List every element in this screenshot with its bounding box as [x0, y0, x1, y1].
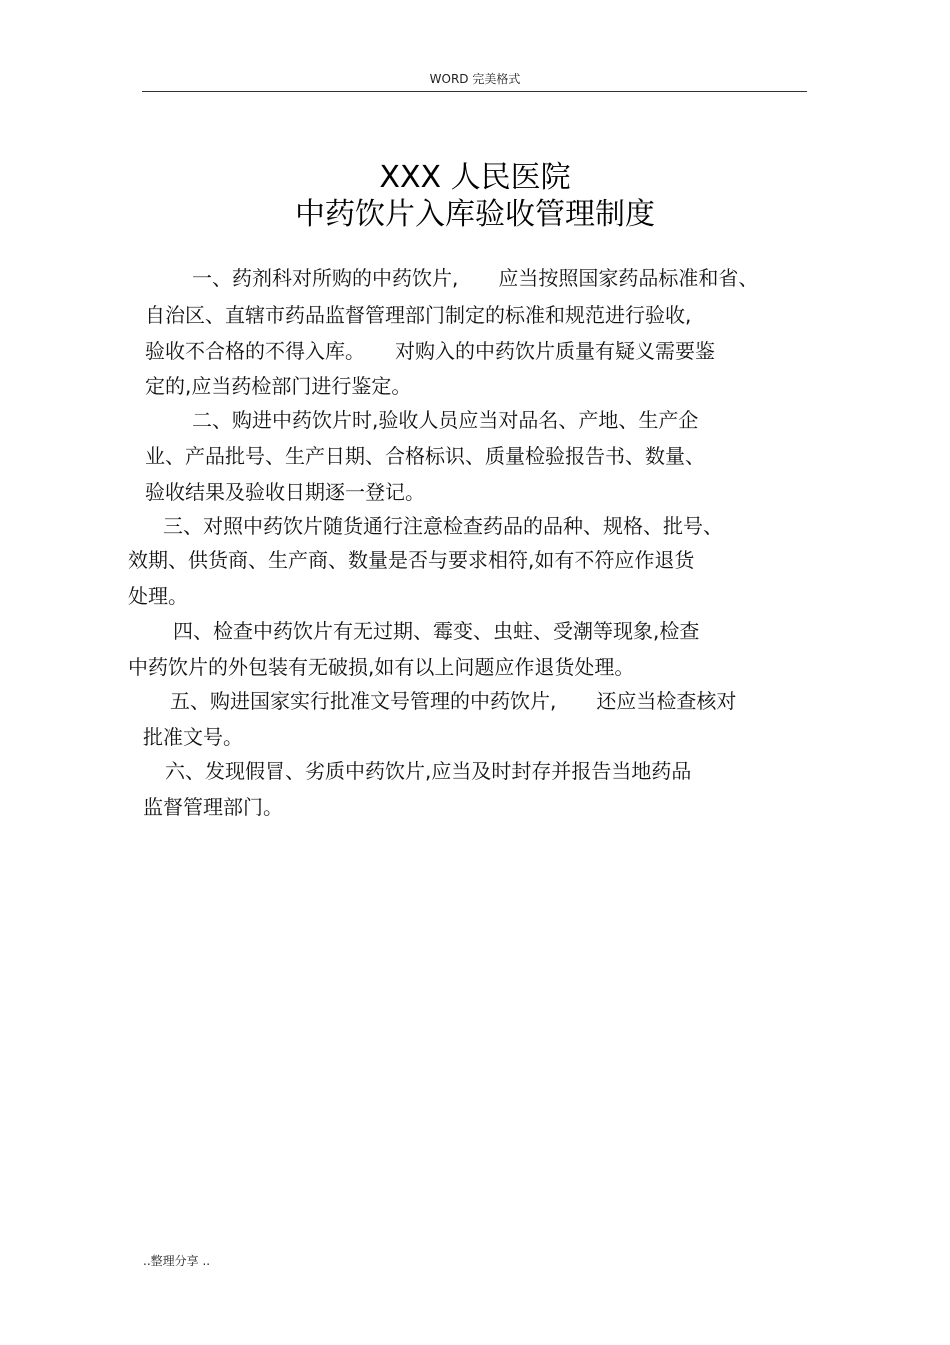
paragraph-2-line-1: 二、购进中药饮片时,验收人员应当对品名、产地、生产企: [192, 408, 699, 432]
page-footer: ..整理分享 ..: [143, 1254, 211, 1268]
paragraph-1-line-1: 一、药剂科对所购的中药饮片, 应当按照国家药品标准和省、: [192, 266, 759, 290]
paragraph-2-line-3: 验收结果及验收日期逐一登记。: [145, 480, 425, 504]
paragraph-1-line-3: 验收不合格的不得入库。 对购入的中药饮片质量有疑义需要鉴: [145, 339, 715, 363]
paragraph-6-line-2: 监督管理部门。: [143, 795, 283, 819]
paragraph-2-line-2: 业、产品批号、生产日期、合格标识、质量检验报告书、数量、: [145, 444, 705, 468]
paragraph-5-line-1: 五、购进国家实行批准文号管理的中药饮片, 还应当检查核对: [170, 689, 737, 713]
paragraph-6-line-1: 六、发现假冒、劣质中药饮片,应当及时封存并报告当地药品: [165, 759, 692, 783]
paragraph-1-line-2: 自治区、直辖市药品监督管理部门制定的标准和规范进行验收,: [145, 303, 692, 327]
paragraph-5-line-2: 批准文号。: [143, 725, 243, 749]
paragraph-3-line-2: 效期、供货商、生产商、数量是否与要求相符,如有不符应作退货: [128, 548, 695, 572]
paragraph-3-line-1: 三、对照中药饮片随货通行注意检查药品的品种、规格、批号、: [163, 514, 723, 538]
paragraph-4-line-1: 四、检查中药饮片有无过期、霉变、虫蛀、受潮等现象,检查: [173, 619, 700, 643]
paragraph-1-line-4: 定的,应当药检部门进行鉴定。: [145, 374, 412, 398]
document-title-hospital: XXX 人民医院: [379, 160, 571, 195]
document-title-regulation: 中药饮片入库验收管理制度: [295, 197, 655, 232]
page-header: WORD 完美格式: [429, 72, 521, 86]
header-divider: [142, 91, 807, 92]
paragraph-3-line-3: 处理。: [128, 584, 188, 608]
paragraph-4-line-2: 中药饮片的外包装有无破损,如有以上问题应作退货处理。: [128, 655, 635, 679]
